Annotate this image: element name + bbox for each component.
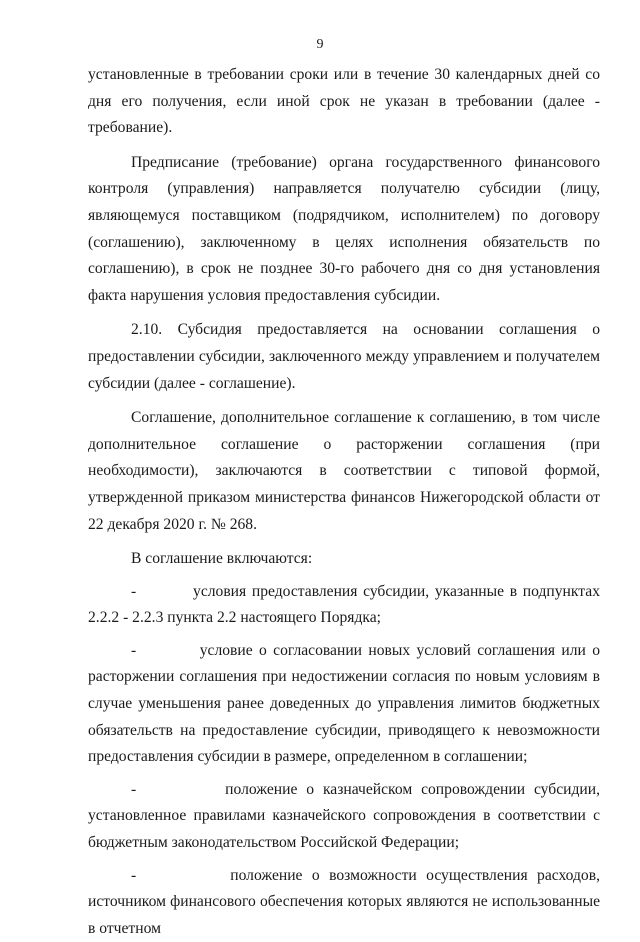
page-number: 9 xyxy=(316,37,324,52)
paragraph-order-direction: Предписание (требование) органа государственного финансового контроля (управления) направляется получателю субсидии (лицу, являющемуся поставщиком (подрядчиком, исполнителем) по договору (соглашению), заключенному в целях исполнения обязательств по соглашению), в срок не позднее 30-го рабочего дня со дня установления факта нарушения условия предоставления субсидии. xyxy=(88,153,600,304)
paragraph-agreement-form: Соглашение, дополнительное соглашение к соглашению, в том числе дополнительное соглашение о расторжении соглашения (при необходимости), заключаются в соответствии с типовой формой, утвержденной приказом министерства финансов Нижегородской области от 22 декабря 2020 г. № 268. xyxy=(88,409,600,533)
list-item-treasury-support: - положение о казначейском сопровождении субсидии, установленное правилами казначейского сопровождения в соответствии с бюджетным законодательством Российской Федерации; xyxy=(88,780,600,852)
paragraph-2-10: 2.10. Субсидия предоставляется на основании соглашения о предоставлении субсидии, заключенного между управлением и получателем субсидии (далее - соглашение). xyxy=(88,321,600,392)
list-item-expenses-possibility: - положение о возможности осуществления расходов, источником финансового обеспечения которых являются не использованные в отчетном xyxy=(88,866,600,937)
paragraph-requirement-continuation: установленные в требовании сроки или в течение 30 календарных дней со дня его получения, если иной срок не указан в требовании (далее - требование). xyxy=(88,66,600,137)
paragraph-included-items-heading: В соглашение включаются: xyxy=(131,550,313,568)
list-item-new-conditions: - условие о согласовании новых условий соглашения или о расторжении соглашения при недостижении согласия по новым условиям в случае уменьшения ранее доведенных до управления лимитов бюджетных обязательств на предоставление субсидии, приводящего к невозможности предоставления субсидии в размере, определенном в соглашении; xyxy=(88,641,600,766)
document-body xyxy=(88,62,600,942)
list-item-subsidy-conditions: - условия предоставления субсидии, указанные в подпунктах 2.2.2 - 2.2.3 пункта 2.2 настоящего Порядка; xyxy=(88,582,600,627)
